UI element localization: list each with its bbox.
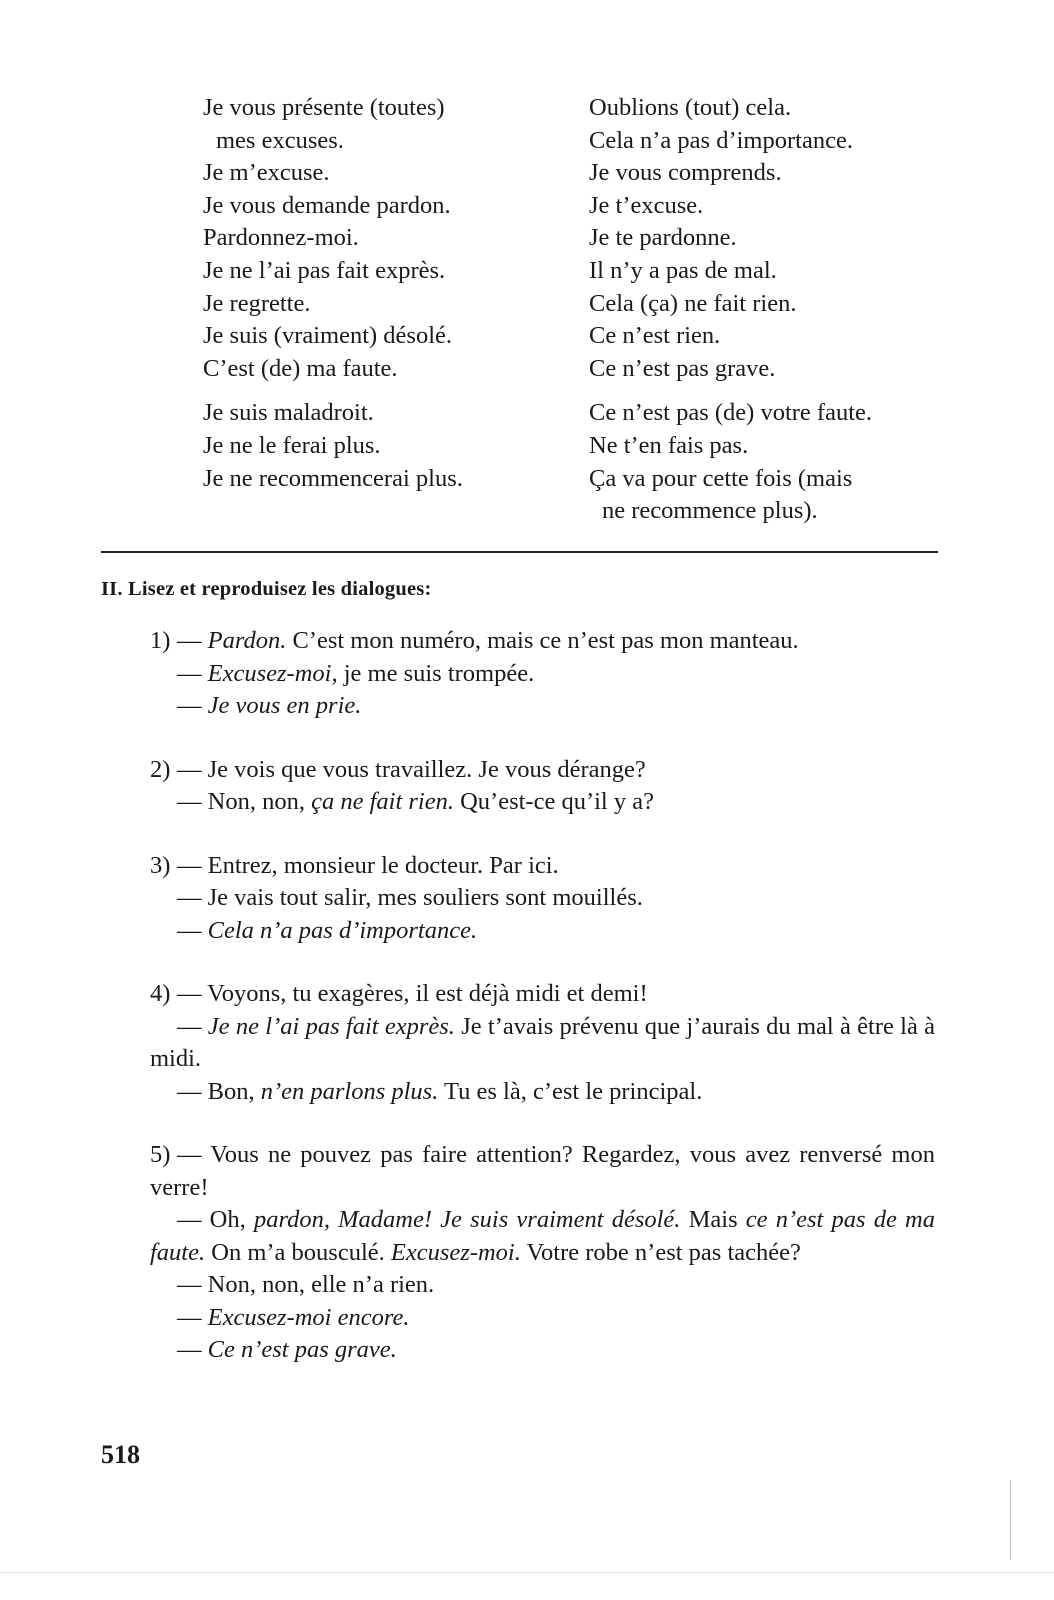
section-title: II. Lisez et reproduisez les dialogues: bbox=[101, 578, 432, 600]
phrase: Ne t’en fais pas. bbox=[589, 431, 749, 459]
phrase: Je suis (vraiment) désolé. bbox=[203, 322, 453, 350]
phrase: Ça va pour cette fois (mais bbox=[589, 464, 853, 492]
phrase: Je ne le ferai plus. bbox=[203, 431, 381, 459]
section-divider bbox=[101, 551, 938, 553]
apology-column bbox=[203, 92, 563, 495]
phrase-group bbox=[203, 92, 563, 385]
dialogue-line: — Non, non, elle n’a rien. bbox=[177, 1271, 435, 1298]
dialogue-number: 5) bbox=[150, 1141, 171, 1168]
dialogue-number: 2) bbox=[150, 755, 171, 783]
phrase: Il n’y a pas de mal. bbox=[589, 256, 777, 284]
phrase: Je vous demande pardon. bbox=[203, 191, 451, 219]
dialogue-5 bbox=[150, 1139, 935, 1367]
dialogue-2 bbox=[150, 754, 935, 819]
dialogue-line: 2) — Je vois que vous travaillez. Je vous dérange? bbox=[150, 754, 935, 787]
phrase: Oublions (tout) cela. bbox=[589, 94, 792, 121]
phrase: Ce n’est pas grave. bbox=[589, 354, 776, 382]
dialogue-line: 1) — Pardon. C’est mon numéro, mais ce n’est pas mon manteau. bbox=[150, 625, 935, 658]
phrase: mes excuses. bbox=[216, 126, 344, 154]
dialogues bbox=[150, 625, 935, 1367]
phrase: ne recommence plus). bbox=[602, 497, 818, 525]
phrase: Je m’excuse. bbox=[203, 159, 330, 187]
dialogue-number: 3) bbox=[150, 851, 171, 879]
phrase: Je t’excuse. bbox=[589, 191, 704, 219]
phrase: Je suis maladroit. bbox=[203, 399, 374, 427]
phrase: Je te pardonne. bbox=[589, 224, 737, 252]
phrase-group bbox=[589, 92, 949, 385]
dialogue-line: — Excusez-moi encore. bbox=[177, 1303, 410, 1331]
dialogue-line: — Ce n’est pas grave. bbox=[177, 1336, 397, 1363]
dialogue-line: 4) — Voyons, tu exagères, il est déjà midi et demi! bbox=[150, 978, 935, 1011]
phrase: Pardonnez-moi. bbox=[203, 224, 359, 252]
dialogue-1 bbox=[150, 625, 935, 723]
scan-edge-mark bbox=[1010, 1480, 1011, 1560]
dialogue-line: — Excusez-moi, je me suis trompée. bbox=[177, 659, 535, 687]
dialogue-3 bbox=[150, 850, 935, 948]
dialogue-line: — Non, non, ça ne fait rien. Qu’est-ce qu’il y a? bbox=[177, 788, 654, 815]
phrase: Je ne l’ai pas fait exprès. bbox=[203, 256, 446, 284]
dialogue-line: 3) — Entrez, monsieur le docteur. Par ici. bbox=[150, 850, 935, 883]
dialogue-number: 1) bbox=[150, 627, 171, 654]
phrase: Ce n’est rien. bbox=[589, 322, 721, 350]
phrase: Ce n’est pas (de) votre faute. bbox=[589, 399, 872, 427]
page-bottom-edge bbox=[0, 1572, 1054, 1573]
phrase-group bbox=[203, 397, 563, 495]
phrase: Je vous comprends. bbox=[589, 159, 782, 187]
page-number: 518 bbox=[101, 1440, 140, 1469]
dialogue-number: 4) bbox=[150, 980, 171, 1007]
phrase: Je regrette. bbox=[203, 289, 311, 317]
dialogue-line: — Je ne l’ai pas fait exprès. Je t’avais prévenu que j’aurais du mal à être là à midi. bbox=[150, 1012, 936, 1072]
phrase: Je ne recommencerai plus. bbox=[203, 464, 463, 492]
phrase-group bbox=[589, 397, 949, 527]
dialogue-line: — Je vous en prie. bbox=[177, 692, 362, 719]
phrase: Je vous présente (toutes) bbox=[203, 94, 445, 121]
response-column bbox=[589, 92, 949, 528]
dialogue-line: — Je vais tout salir, mes souliers sont mouillés. bbox=[177, 884, 643, 911]
dialogue-line: 5) — Vous ne pouvez pas faire attention? Regardez, vous avez renversé mon verre! bbox=[150, 1141, 935, 1201]
dialogue-4 bbox=[150, 978, 935, 1108]
dialogue-line: — Cela n’a pas d’importance. bbox=[177, 916, 478, 944]
dialogue-line: — Oh, pardon, Madame! Je suis vraiment désolé. Mais ce n’est pas de ma faute. On m’a bousculé. Excusez-moi. Votre robe n’est pas tachée? bbox=[150, 1206, 935, 1266]
dialogue-line: — Bon, n’en parlons plus. Tu es là, c’est le principal. bbox=[177, 1077, 703, 1105]
phrase: C’est (de) ma faute. bbox=[203, 354, 398, 382]
phrase: Cela n’a pas d’importance. bbox=[589, 126, 853, 154]
phrase: Cela (ça) ne fait rien. bbox=[589, 289, 797, 317]
